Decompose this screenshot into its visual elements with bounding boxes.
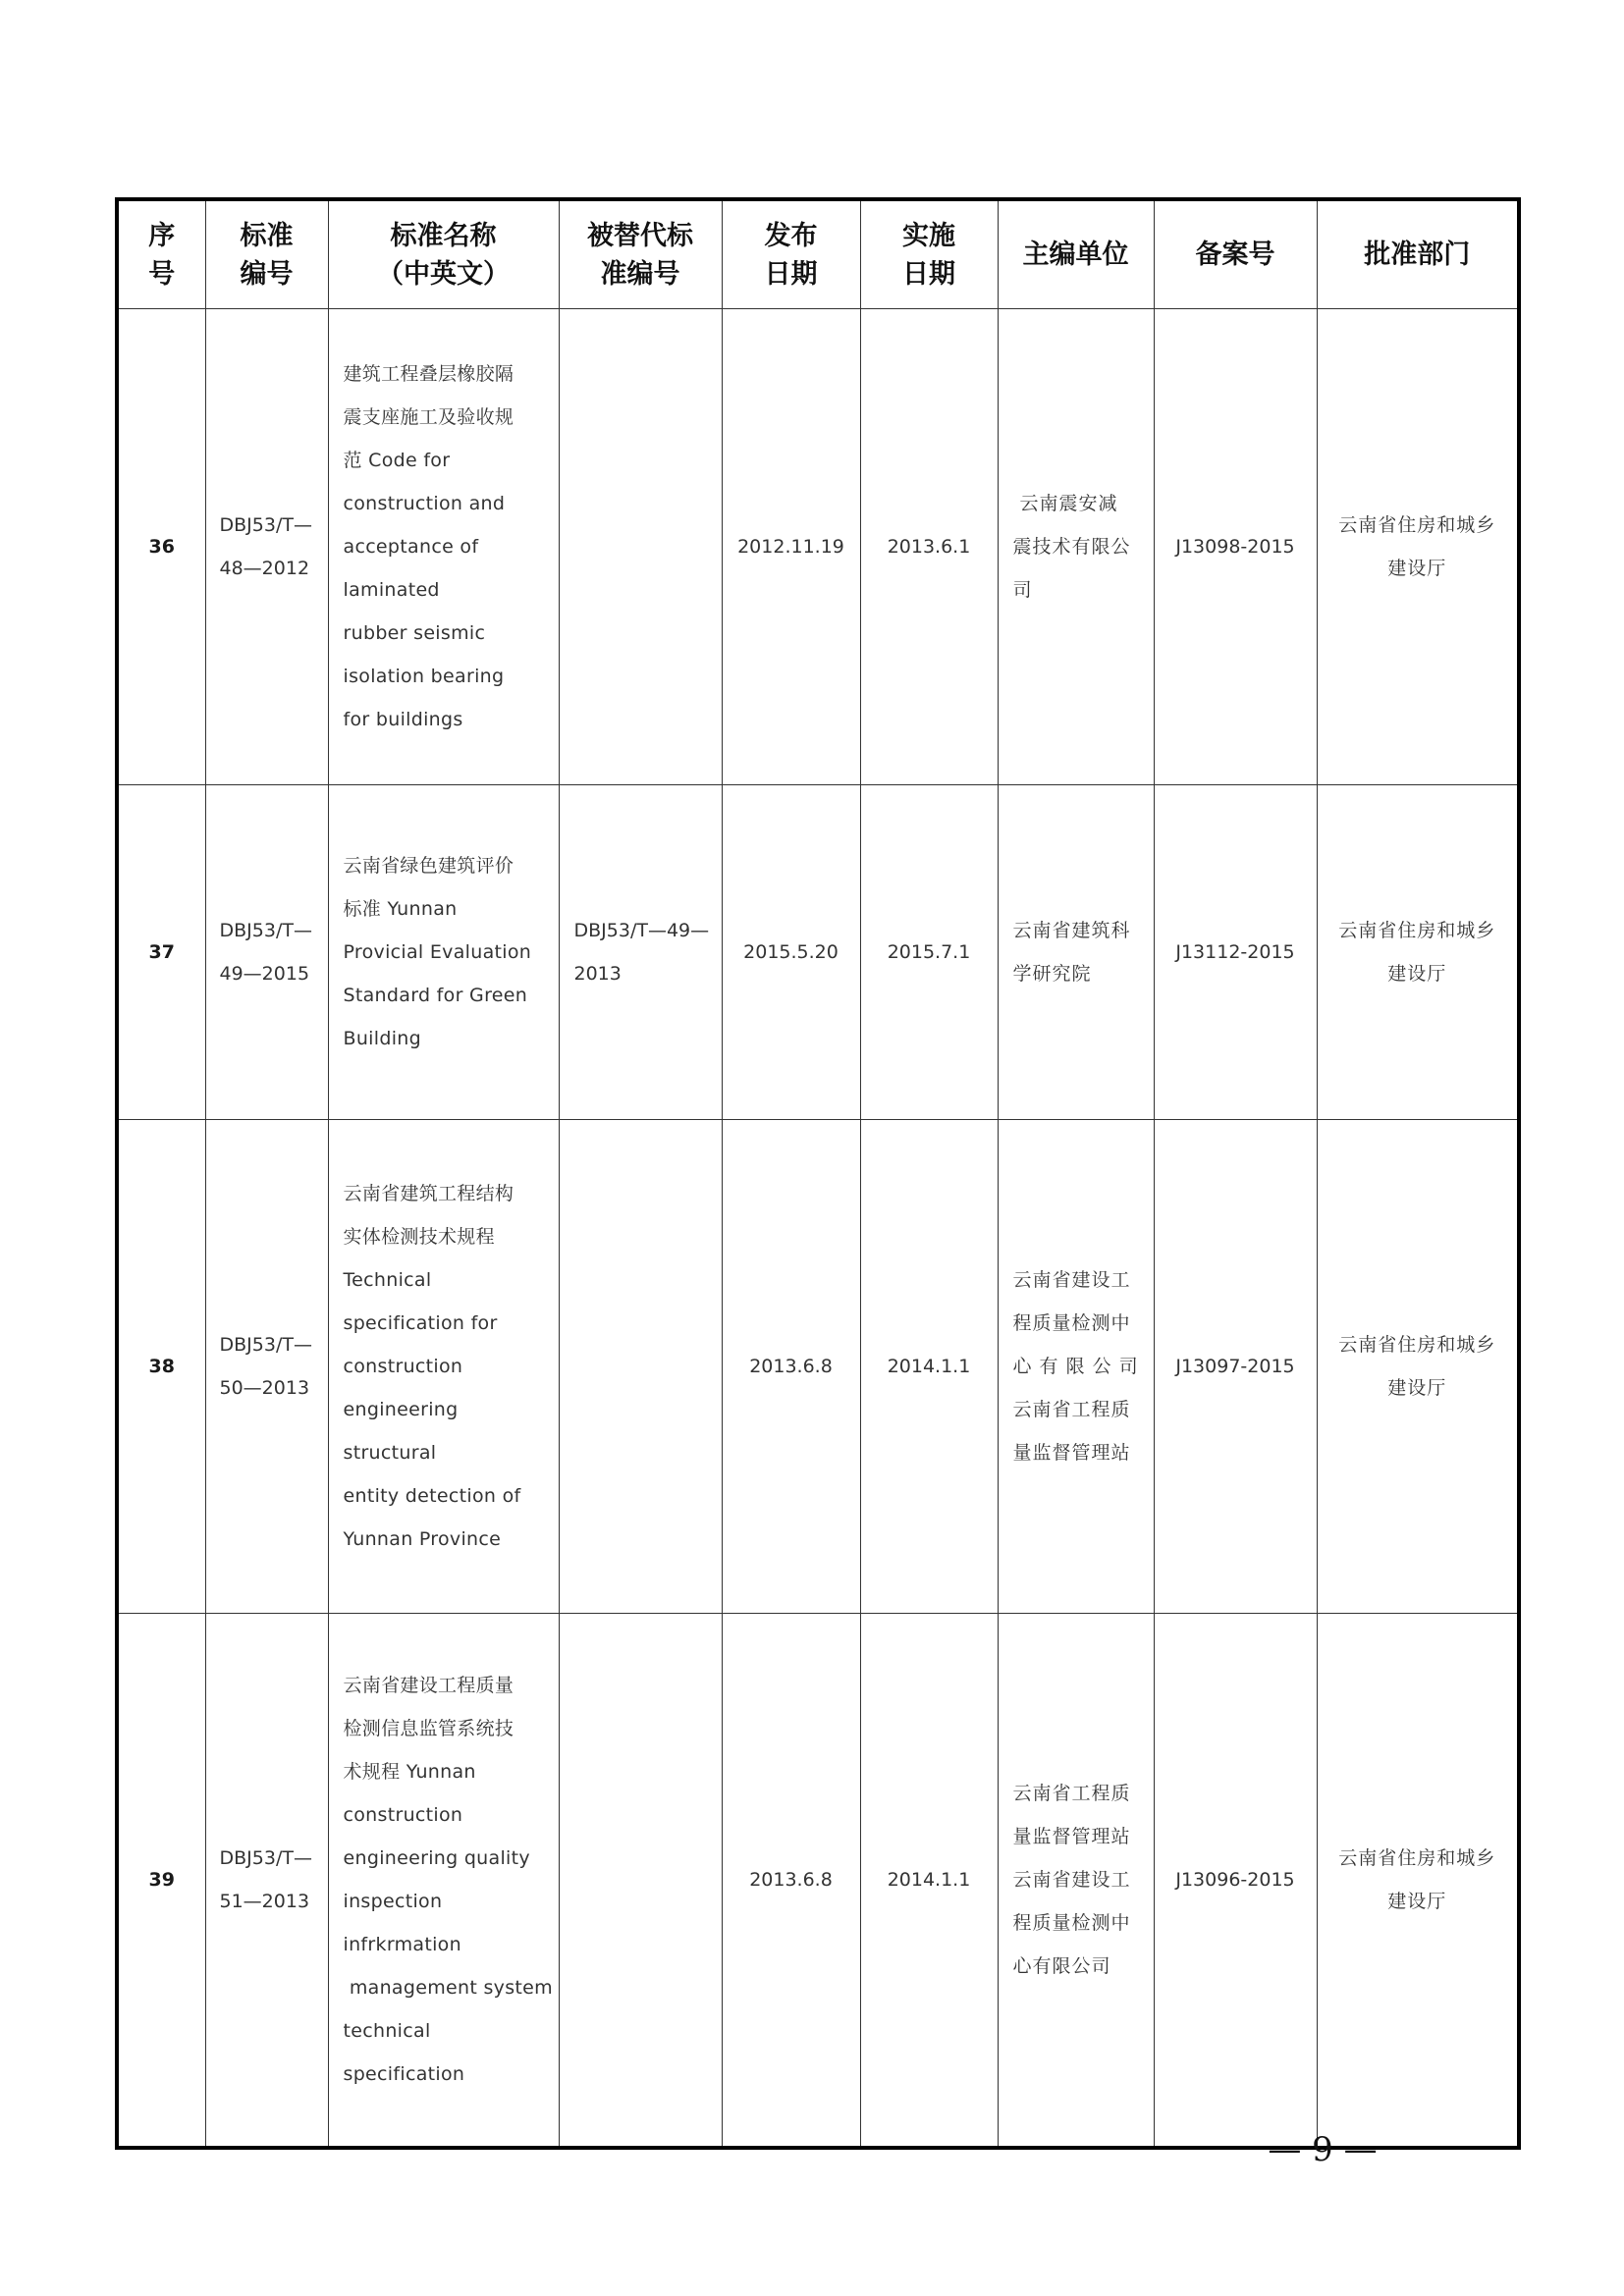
header-code (205, 199, 328, 309)
cell-standard-name: 云南省建设工程质量 检测信息监管系统技 术规程 Yunnan construction engineering quality inspection infrkrmation management system technical specification (328, 1614, 559, 2149)
header-publish-line-2: 日期 (764, 258, 818, 290)
header-record (1154, 199, 1317, 309)
header-publish-date (722, 199, 860, 309)
header-dept-line-1: 批准部门 (1364, 240, 1471, 270)
header-replaced (559, 199, 722, 309)
cell-editor-unit: 云南省工程质 量监督管理站 云南省建设工 程质量检测中 心有限公司 (998, 1614, 1154, 2149)
cell-implement-date: 2014.1.1 (860, 1614, 998, 2149)
header-name-line-2: （中英文） (377, 258, 510, 290)
header-code-line-2: 编号 (240, 258, 294, 290)
header-implement-date (860, 199, 998, 309)
header-implement-line-2: 日期 (902, 258, 955, 290)
cell-standard-code: DBJ53/T— 51—2013 (205, 1614, 328, 2149)
table-row (117, 309, 1519, 785)
cell-publish-date: 2013.6.8 (722, 1120, 860, 1614)
header-dept (1317, 199, 1519, 309)
cell-standard-code: DBJ53/T— 48—2012 (205, 309, 328, 785)
cell-record-number: J13097-2015 (1154, 1120, 1317, 1614)
cell-implement-date: 2015.7.1 (860, 785, 998, 1120)
cell-publish-date: 2015.5.20 (722, 785, 860, 1120)
cell-seq: 36 (117, 309, 205, 785)
cell-implement-date: 2013.6.1 (860, 309, 998, 785)
header-replaced-line-1: 被替代标 (587, 220, 693, 251)
cell-seq: 38 (117, 1120, 205, 1614)
cell-standard-name: 云南省建筑工程结构 实体检测技术规程 Technical specification for construction engineering structural entity detection of Yunnan Province (328, 1120, 559, 1614)
table-row (117, 785, 1519, 1120)
cell-approval-dept: 云南省住房和城乡 建设厅 (1317, 309, 1519, 785)
cell-publish-date: 2013.6.8 (722, 1614, 860, 2149)
header-editor-line-1: 主编单位 (1022, 240, 1129, 270)
cell-record-number: J13098-2015 (1154, 309, 1317, 785)
cell-implement-date: 2014.1.1 (860, 1120, 998, 1614)
cell-record-number: J13112-2015 (1154, 785, 1317, 1120)
header-row (117, 199, 1519, 309)
cell-standard-code: DBJ53/T— 49—2015 (205, 785, 328, 1120)
header-code-line-1: 标准 (240, 220, 294, 251)
cell-approval-dept: 云南省住房和城乡 建设厅 (1317, 1120, 1519, 1614)
page-number: — 9 — (1268, 2130, 1378, 2169)
header-replaced-line-2: 准编号 (600, 258, 680, 290)
cell-replaced-code (559, 309, 722, 785)
cell-editor-unit: 云南震安减 震技术有限公 司 (998, 309, 1154, 785)
header-implement-line-1: 实施 (902, 220, 955, 251)
cell-standard-name: 建筑工程叠层橡胶隔 震支座施工及验收规 范 Code for construction and acceptance of laminated rubber seismic isolation bearing for buildings (328, 309, 559, 785)
cell-standard-name: 云南省绿色建筑评价 标准 Yunnan Provicial Evaluation Standard for Green Building (328, 785, 559, 1120)
cell-replaced-code (559, 1120, 722, 1614)
table-row (117, 1120, 1519, 1614)
cell-standard-code: DBJ53/T— 50—2013 (205, 1120, 328, 1614)
header-publish-line-1: 发布 (764, 220, 818, 251)
cell-publish-date: 2012.11.19 (722, 309, 860, 785)
cell-seq: 39 (117, 1614, 205, 2149)
cell-replaced-code (559, 1614, 722, 2149)
cell-record-number: J13096-2015 (1154, 1614, 1317, 2149)
cell-editor-unit: 云南省建筑科 学研究院 (998, 785, 1154, 1120)
table-row (117, 1614, 1519, 2149)
standards-table (115, 197, 1521, 2150)
cell-replaced-code: DBJ53/T—49— 2013 (559, 785, 722, 1120)
cell-approval-dept: 云南省住房和城乡 建设厅 (1317, 785, 1519, 1120)
cell-seq: 37 (117, 785, 205, 1120)
header-seq-line-2: 号 (148, 258, 176, 290)
header-editor (998, 199, 1154, 309)
header-name-line-1: 标准名称 (390, 220, 497, 251)
header-seq (117, 199, 205, 309)
header-name (328, 199, 559, 309)
cell-approval-dept: 云南省住房和城乡 建设厅 (1317, 1614, 1519, 2149)
header-record-line-1: 备案号 (1195, 240, 1275, 270)
header-seq-line-1: 序 (148, 220, 176, 251)
cell-editor-unit: 云南省建设工 程质量检测中 心 有 限 公 司 云南省工程质 量监督管理站 (998, 1120, 1154, 1614)
